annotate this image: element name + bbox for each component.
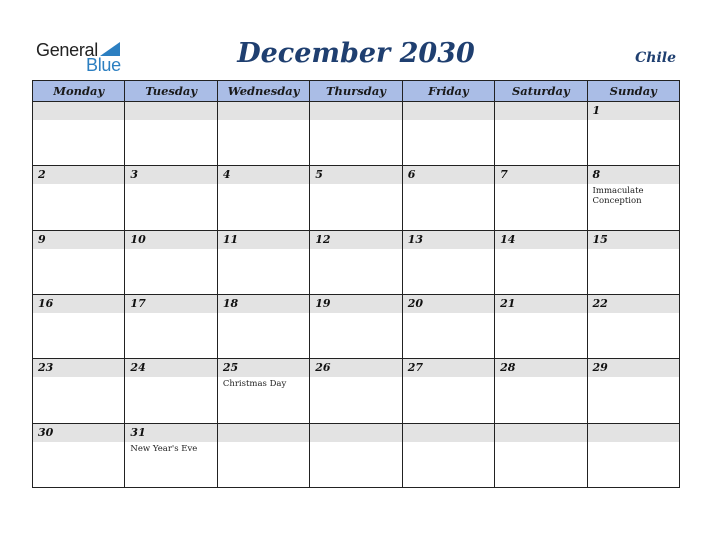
day-cell (587, 102, 679, 166)
day-number-bar (403, 166, 494, 184)
day-number-bar (125, 359, 216, 377)
day-number: 16 (38, 296, 54, 310)
day-cell (402, 166, 494, 230)
day-number: 24 (130, 361, 146, 375)
day-number: 1 (592, 104, 601, 117)
day-number-bar (588, 102, 679, 120)
week-row (33, 423, 680, 487)
day-cell (33, 423, 125, 487)
day-number-bar (588, 231, 679, 249)
day-number-bar (33, 102, 124, 120)
day-number-bar (125, 424, 216, 442)
day-cell (33, 102, 125, 166)
day-cell (402, 102, 494, 166)
day-cell (310, 166, 402, 230)
day-number-bar (218, 424, 309, 442)
day-number: 23 (38, 361, 54, 375)
day-number: 21 (500, 296, 516, 310)
day-number: 15 (592, 232, 608, 246)
weekday-header-tuesday: Tuesday (125, 81, 217, 102)
day-number-bar (403, 359, 494, 377)
day-number: 10 (130, 232, 146, 246)
day-cell (310, 359, 402, 423)
day-number: 27 (407, 361, 423, 375)
day-number-bar (495, 424, 586, 442)
day-cell (402, 359, 494, 423)
week-row (33, 166, 680, 230)
day-number: 14 (500, 232, 516, 246)
day-number: 4 (222, 168, 231, 182)
holiday-label: New Year's Eve (130, 443, 198, 454)
holiday-label: Immaculate Conception (592, 186, 644, 207)
day-cell (310, 230, 402, 294)
day-number: 20 (407, 296, 423, 310)
day-cell (495, 166, 587, 230)
day-cell (495, 102, 587, 166)
country-label: Chile (635, 50, 676, 66)
day-number-bar (218, 231, 309, 249)
day-number-bar (310, 295, 401, 313)
day-number: 3 (130, 168, 139, 182)
day-number-bar (495, 166, 586, 184)
day-number-bar (218, 102, 309, 120)
day-number-bar (33, 166, 124, 184)
day-number: 13 (407, 232, 423, 246)
day-number: 8 (592, 168, 601, 182)
week-row (33, 102, 680, 166)
page-title: December 2030 (237, 38, 475, 69)
day-cell (217, 230, 309, 294)
day-number-bar (310, 166, 401, 184)
day-cell (310, 294, 402, 358)
day-cell (402, 294, 494, 358)
day-number-bar (403, 295, 494, 313)
day-cell (33, 359, 125, 423)
day-number-bar (310, 424, 401, 442)
logo-general-text: General (36, 40, 98, 60)
day-cell (125, 166, 217, 230)
day-number: 31 (130, 425, 146, 439)
day-number: 25 (222, 361, 239, 375)
weekday-header-monday: Monday (33, 81, 125, 102)
day-cell (125, 359, 217, 423)
day-number-bar (495, 231, 586, 249)
day-number-bar (588, 166, 679, 184)
day-number: 12 (315, 232, 331, 246)
day-number: 26 (315, 361, 331, 375)
day-number-bar (495, 102, 586, 120)
day-number: 5 (315, 168, 323, 182)
day-cell (33, 166, 125, 230)
day-number-bar (125, 166, 216, 184)
day-number-bar (33, 295, 124, 313)
day-number-bar (403, 424, 494, 442)
day-number-bar (125, 231, 216, 249)
day-cell (217, 359, 309, 423)
week-row (33, 359, 680, 423)
day-number: 7 (500, 168, 508, 182)
day-number-bar (125, 102, 216, 120)
day-number-bar (218, 295, 309, 313)
day-cell (495, 423, 587, 487)
day-cell (125, 423, 217, 487)
weekday-header-row (33, 81, 680, 102)
day-number-bar (310, 231, 401, 249)
weekday-header-friday: Friday (402, 81, 494, 102)
day-number-bar (588, 295, 679, 313)
day-number: 9 (38, 232, 46, 246)
day-cell (217, 102, 309, 166)
day-number: 22 (592, 296, 608, 310)
day-cell (125, 102, 217, 166)
day-cell (125, 294, 217, 358)
day-number: 18 (222, 296, 239, 310)
day-number-bar (588, 359, 679, 377)
day-number: 17 (130, 296, 146, 310)
day-cell (495, 294, 587, 358)
day-number-bar (310, 102, 401, 120)
day-number: 6 (407, 168, 416, 182)
day-cell (33, 230, 125, 294)
day-number-bar (495, 295, 586, 313)
day-number: 29 (592, 361, 608, 375)
day-cell (495, 230, 587, 294)
day-number: 11 (222, 232, 239, 246)
weekday-header-saturday: Saturday (495, 81, 587, 102)
day-cell (217, 166, 309, 230)
day-number-bar (403, 102, 494, 120)
week-row (33, 230, 680, 294)
day-cell (310, 102, 402, 166)
day-cell (217, 294, 309, 358)
day-number-bar (495, 359, 586, 377)
day-number: 30 (38, 425, 54, 439)
day-cell (587, 294, 679, 358)
day-number-bar (33, 424, 124, 442)
day-number-bar (33, 231, 124, 249)
day-cell (217, 423, 309, 487)
week-row (33, 294, 680, 358)
logo-blue-text: Blue (86, 55, 121, 75)
day-number: 28 (500, 361, 516, 375)
day-cell (125, 230, 217, 294)
calendar-body (33, 102, 680, 488)
weekday-header-sunday: Sunday (587, 81, 679, 102)
day-cell (402, 423, 494, 487)
day-cell (587, 359, 679, 423)
day-number-bar (125, 295, 216, 313)
day-number: 2 (38, 168, 46, 182)
day-number-bar (310, 359, 401, 377)
day-number-bar (403, 231, 494, 249)
day-cell (495, 359, 587, 423)
weekday-header-thursday: Thursday (310, 81, 402, 102)
weekday-header-wednesday: Wednesday (217, 81, 309, 102)
day-number-bar (588, 424, 679, 442)
day-number-bar (33, 359, 124, 377)
day-cell (587, 423, 679, 487)
day-number: 19 (315, 296, 331, 310)
day-cell (402, 230, 494, 294)
day-number-bar (218, 166, 309, 184)
day-cell (33, 294, 125, 358)
calendar-grid (32, 80, 680, 488)
holiday-label: Christmas Day (222, 379, 287, 390)
day-cell (587, 166, 679, 230)
day-number-bar (218, 359, 309, 377)
day-cell (310, 423, 402, 487)
day-cell (587, 230, 679, 294)
